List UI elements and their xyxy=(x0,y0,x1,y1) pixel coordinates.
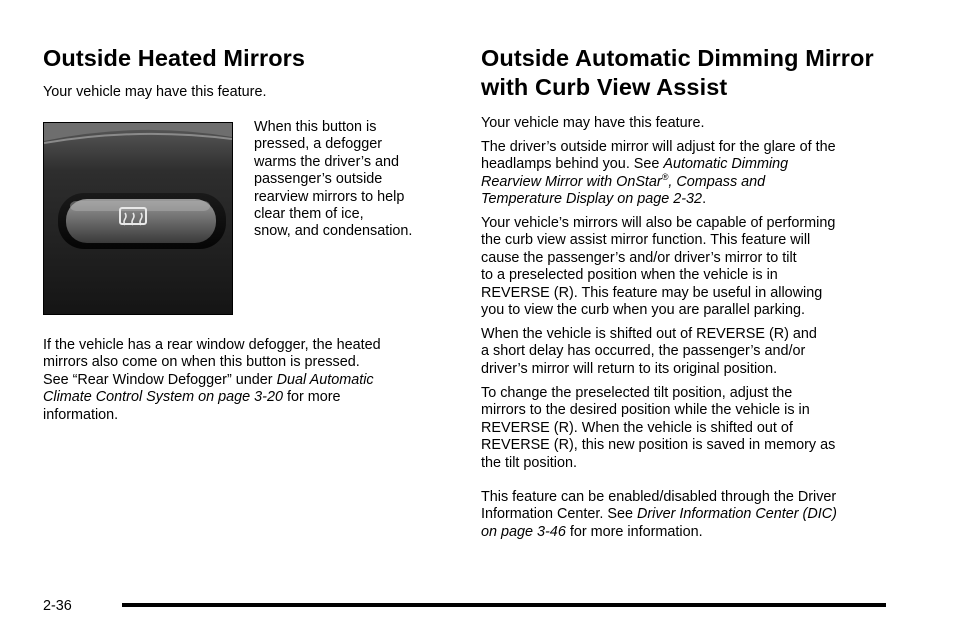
link-temperature-display[interactable]: Temperature Display on page 2-32 xyxy=(481,191,703,208)
para2-line-4-suffix: for more xyxy=(282,389,341,406)
link-compass[interactable]: , Compass and xyxy=(668,173,766,190)
link-page-3-46[interactable]: on page 3-46 xyxy=(481,523,566,540)
p3-line-1: Your vehicle’s mirrors will also be capable of performing xyxy=(481,215,836,231)
heated-mirror-button-illustration xyxy=(44,123,232,314)
p2-line-2 xyxy=(481,156,891,173)
intro-text: Your vehicle may have this feature. xyxy=(43,84,267,100)
para2-line-3 xyxy=(43,372,443,389)
p4-line-2: a short delay has occurred, the passenger’s and/or xyxy=(481,343,806,360)
mirror-button-photo xyxy=(43,122,233,315)
p6-line-3 xyxy=(481,524,891,541)
link-dic[interactable]: Driver Information Center (DIC) xyxy=(637,506,837,523)
p5-line-1: To change the preselected tilt position, adjust the xyxy=(481,385,793,401)
p3-line-3: cause the passenger’s and/or driver’s mirror to tilt xyxy=(481,249,797,266)
p6-line-1: This feature can be enabled/disabled through the Driver xyxy=(481,489,837,505)
section-heading-dimming-line-2: with Curb View Assist xyxy=(481,74,728,100)
p2-line-3 xyxy=(481,174,891,191)
link-dual-automatic[interactable]: Dual Automatic xyxy=(276,371,374,388)
para2-line-5: information. xyxy=(43,406,119,423)
aside-line-2: pressed, a defogger xyxy=(254,136,383,153)
p2-line-4 xyxy=(481,191,891,208)
link-climate-control[interactable]: Climate Control System on page 3-20 xyxy=(43,389,283,406)
para2-line-2: mirrors also come on when this button is pressed. xyxy=(43,354,360,371)
p3-line-6: you to view the curb when you are parallel parking. xyxy=(481,302,805,318)
p2-line-2-prefix: headlamps behind you. See xyxy=(481,156,664,173)
p5-line-2: mirrors to the desired position while the vehicle is in xyxy=(481,402,810,419)
p5-line-5: the tilt position. xyxy=(481,454,577,471)
aside-line-4: passenger’s outside xyxy=(254,171,383,188)
p5-line-3: REVERSE (R). When the vehicle is shifted out of xyxy=(481,419,793,436)
section-heading-heated-mirrors: Outside Heated Mirrors xyxy=(43,45,306,71)
page-number: 2-36 xyxy=(43,598,72,614)
p2-line-4-suffix: . xyxy=(702,191,707,208)
p2-line-1: The driver’s outside mirror will adjust for the glare of the xyxy=(481,139,836,155)
p6-line-3-suffix: for more information. xyxy=(565,523,703,540)
p5-line-4: REVERSE (R), this new position is saved in memory as xyxy=(481,437,836,454)
p3-line-2: the curb view assist mirror function. This feature will xyxy=(481,232,811,249)
p3-line-4: to a preselected position when the vehicle is in xyxy=(481,267,778,284)
link-rearview-mirror-onstar[interactable]: Rearview Mirror with OnStar xyxy=(481,173,662,190)
aside-line-6: clear them of ice, xyxy=(254,206,364,222)
registered-mark: ® xyxy=(661,172,669,182)
p4-line-1: When the vehicle is shifted out of REVERSE (R) and xyxy=(481,326,817,342)
section-heading-dimming-line-1: Outside Automatic Dimming Mirror xyxy=(481,45,874,71)
para2-line-4 xyxy=(43,389,443,406)
right-intro: Your vehicle may have this feature. xyxy=(481,115,705,131)
aside-line-5: rearview mirrors to help xyxy=(254,188,405,205)
p6-line-2-prefix: Information Center. See xyxy=(481,506,637,523)
p6-line-2 xyxy=(481,506,891,523)
footer-rule xyxy=(122,603,886,607)
p3-line-5: REVERSE (R). This feature may be useful in allowing xyxy=(481,284,823,301)
para2-line-1: If the vehicle has a rear window defogger, the heated xyxy=(43,337,381,353)
link-automatic-dimming[interactable]: Automatic Dimming xyxy=(663,156,789,173)
aside-line-7: snow, and condensation. xyxy=(254,223,413,240)
aside-line-3: warms the driver’s and xyxy=(254,153,400,170)
aside-line-1: When this button is xyxy=(254,119,377,135)
p4-line-3: driver’s mirror will return to its original position. xyxy=(481,360,778,377)
para2-line-3-prefix: See “Rear Window Defogger” under xyxy=(43,371,277,388)
